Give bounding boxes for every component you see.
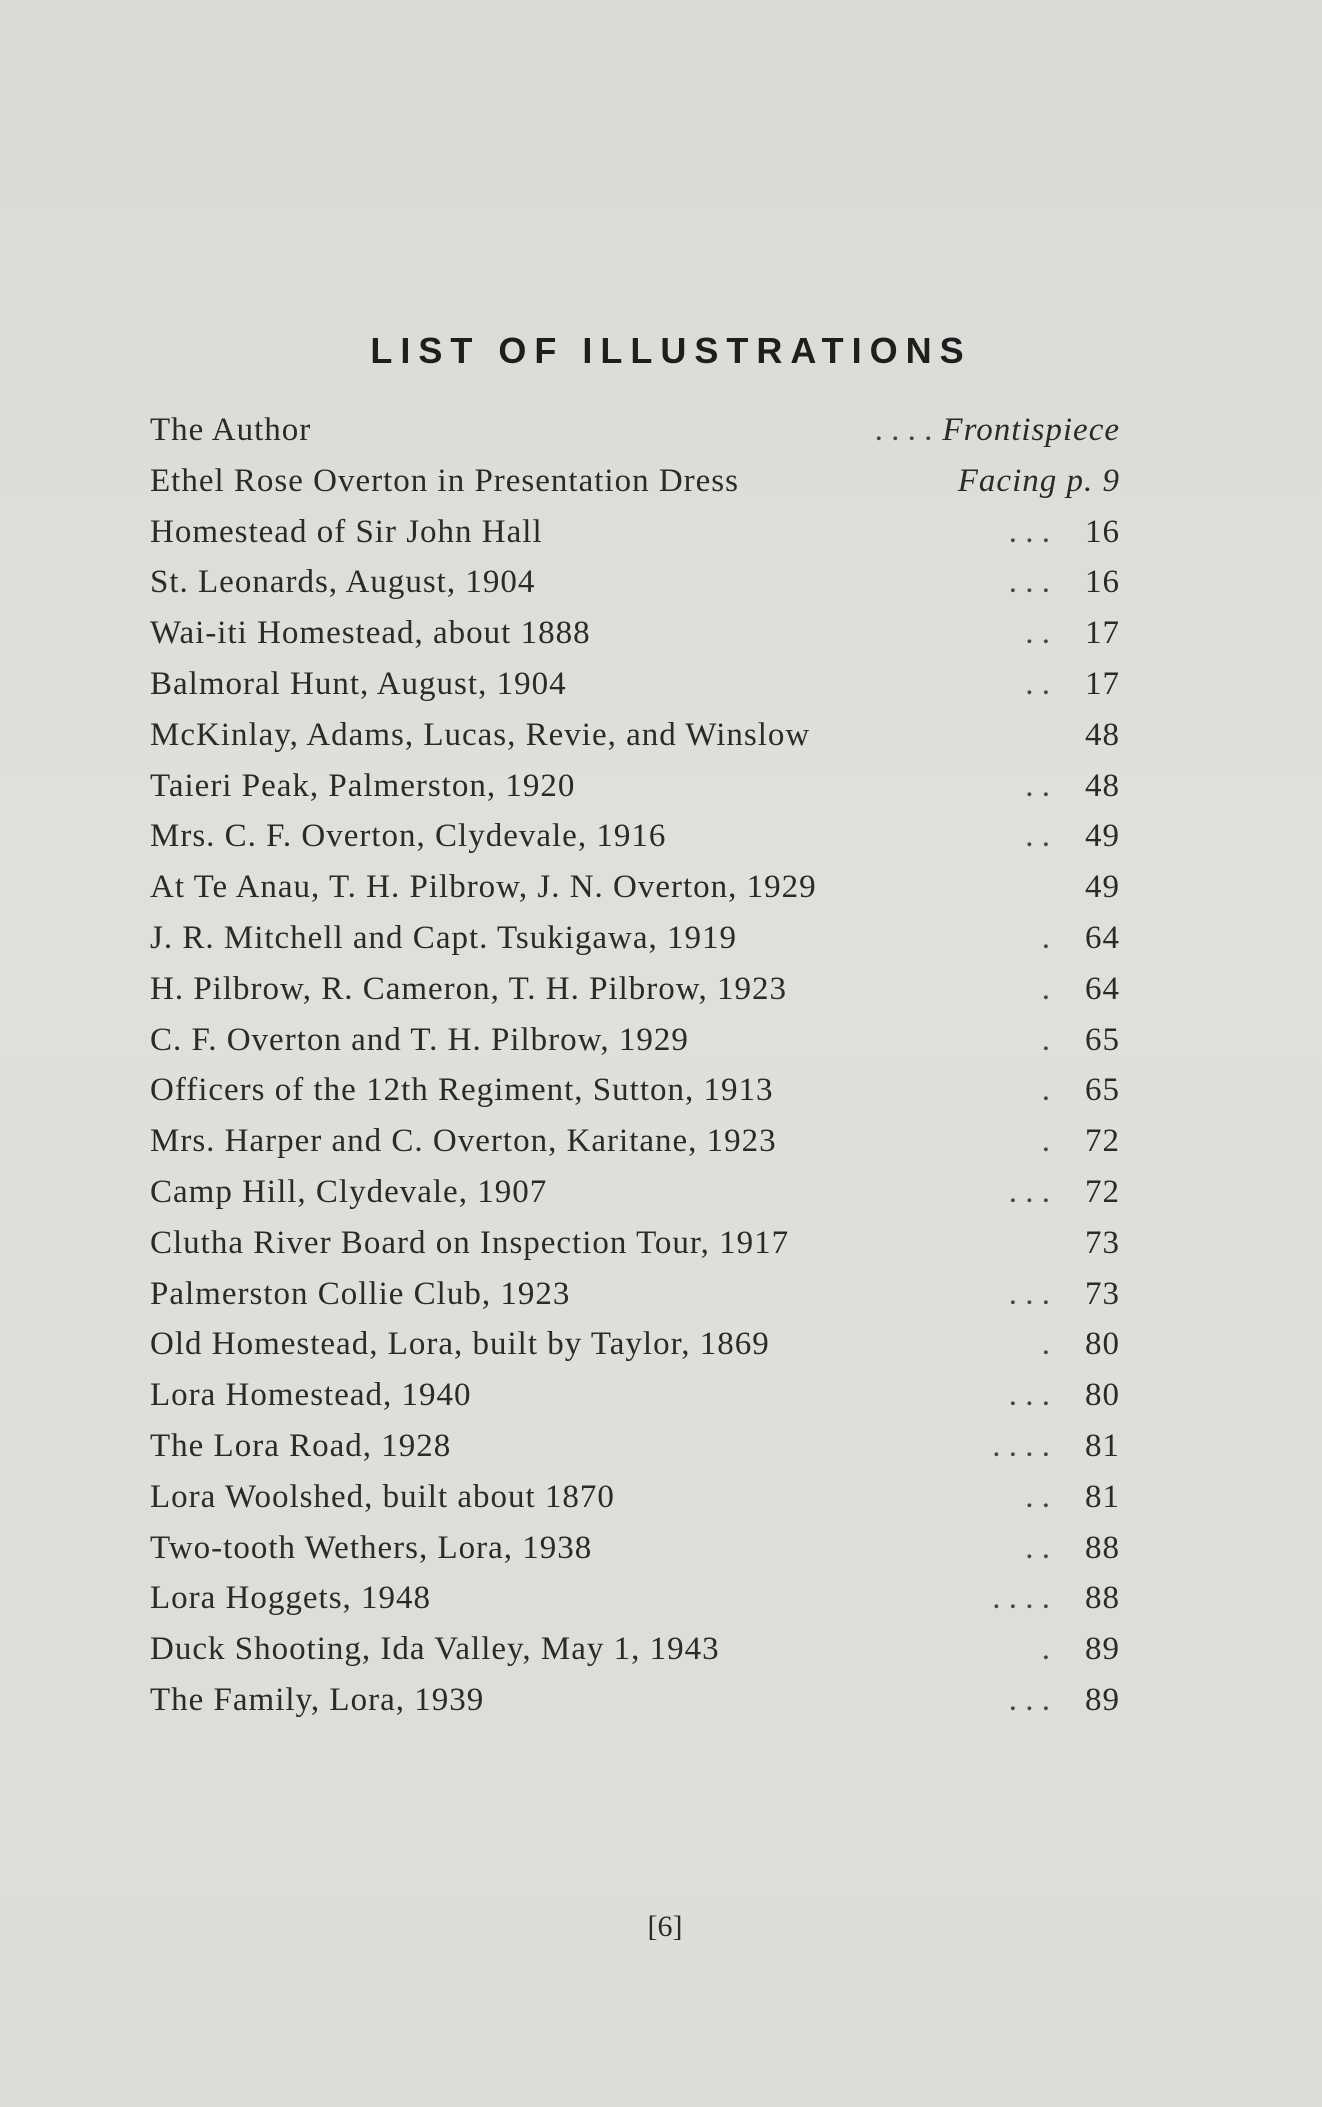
leader-dots: . . . [1008,564,1050,601]
illustration-caption: Balmoral Hunt, August, 1904 [150,665,567,702]
list-item [150,1377,1120,1428]
leader-dots: . [1041,1631,1050,1668]
illustration-caption: Lora Hoggets, 1948 [150,1580,432,1617]
illustration-caption: The Author [150,412,312,448]
page-number: [6] [647,1910,683,1943]
list-item [150,1580,1120,1631]
page-reference: 64 [1085,970,1120,1007]
illustration-caption: Lora Woolshed, built about 1870 [150,1478,615,1515]
page-reference: 88 [1085,1580,1120,1617]
page-reference: 72 [1085,1123,1120,1160]
page-reference: 17 [1085,615,1120,652]
leader-dots: . . . . [874,412,933,448]
list-item [150,1276,1120,1327]
page-reference: 16 [1085,564,1120,601]
illustration-caption: Taieri Peak, Palmerston, 1920 [150,767,576,804]
page-reference: 48 [1085,716,1120,753]
illustration-caption: Clutha River Board on Inspection Tour, 1917 [150,1224,790,1261]
list-item [150,869,1120,920]
leader-dots: . . [1025,818,1050,855]
list-item [150,1428,1120,1479]
page-reference: 89 [1085,1681,1120,1718]
illustration-caption: Camp Hill, Clydevale, 1907 [150,1173,548,1210]
leader-dots: . [1041,1072,1050,1109]
illustration-caption: The Family, Lora, 1939 [150,1681,485,1718]
illustration-caption: Homestead of Sir John Hall [150,513,543,550]
illustration-caption: Old Homestead, Lora, built by Taylor, 1869 [150,1326,770,1363]
list-item [150,717,1120,768]
list-item [150,1682,1120,1733]
illustration-caption: Duck Shooting, Ida Valley, May 1, 1943 [150,1631,720,1668]
list-item [150,1631,1120,1682]
page-reference: 64 [1085,919,1120,956]
page-title: LIST OF ILLUSTRATIONS [370,330,972,371]
page-reference: 48 [1085,767,1120,804]
illustration-caption: Palmerston Collie Club, 1923 [150,1275,571,1312]
leader-dots: . [1041,1123,1050,1160]
illustration-caption: Lora Homestead, 1940 [150,1377,472,1414]
leader-dots: . . [1025,1529,1050,1566]
illustration-caption: J. R. Mitchell and Capt. Tsukigawa, 1919 [150,919,738,956]
page-reference: 72 [1085,1173,1120,1210]
illustrations-list [150,412,1120,1733]
page-reference: 49 [1085,869,1120,906]
illustration-caption: H. Pilbrow, R. Cameron, T. H. Pilbrow, 1923 [150,970,787,1007]
page-reference: 73 [1085,1275,1120,1312]
illustration-caption: Officers of the 12th Regiment, Sutton, 1913 [150,1072,774,1109]
page-reference: 16 [1085,513,1120,550]
leader-dots: . . [1025,615,1050,652]
leader-dots: . . . [1008,1275,1050,1312]
page-reference: 80 [1085,1326,1120,1363]
illustration-caption: McKinlay, Adams, Lucas, Revie, and Winslow [150,716,811,753]
illustration-caption: Wai-iti Homestead, about 1888 [150,615,591,652]
leader-dots: . . . . [992,1427,1050,1464]
list-item [150,1123,1120,1174]
leader-dots: . . . . [992,1580,1050,1617]
list-item [150,818,1120,869]
illustration-caption: Two-tooth Wethers, Lora, 1938 [150,1529,593,1566]
list-item [150,1072,1120,1123]
illustration-caption: C. F. Overton and T. H. Pilbrow, 1929 [150,1021,689,1058]
page-reference: 81 [1085,1478,1120,1515]
leader-dots: . . [1025,665,1050,702]
list-item [150,463,1120,514]
illustration-caption: At Te Anau, T. H. Pilbrow, J. N. Overton, 1929 [150,869,817,906]
leader-dots: . [1041,919,1050,956]
page-reference: Facing p. 9 [957,462,1120,499]
list-item [150,1326,1120,1377]
list-item [150,514,1120,565]
page-reference: 65 [1085,1072,1120,1109]
illustration-caption: Mrs. C. F. Overton, Clydevale, 1916 [150,818,667,855]
leader-dots: . . [1025,767,1050,804]
page-reference: 88 [1085,1529,1120,1566]
illustration-caption: Mrs. Harper and C. Overton, Karitane, 1923 [150,1123,777,1160]
list-item [150,768,1120,819]
list-item [150,615,1120,666]
page-reference: 49 [1085,818,1120,855]
page-reference: 17 [1085,665,1120,702]
list-item [150,1225,1120,1276]
list-item [150,666,1120,717]
list-item [150,564,1120,615]
page-reference: 65 [1085,1021,1120,1058]
list-item [150,1479,1120,1530]
leader-dots: . [1041,1021,1050,1058]
page-reference: 73 [1085,1224,1120,1261]
page-reference: 89 [1085,1631,1120,1668]
list-item [150,971,1120,1022]
page-reference: 81 [1085,1427,1120,1464]
leader-dots: . . . [1008,1681,1050,1718]
list-item [150,920,1120,971]
illustration-caption: The Lora Road, 1928 [150,1427,452,1464]
list-item [150,412,1120,463]
leader-dots: . . . [1008,1173,1050,1210]
leader-dots: . [1041,970,1050,1007]
leader-dots: . . . [1008,513,1050,550]
page-reference: Frontispiece [942,412,1120,448]
leader-dots: . . [1025,1478,1050,1515]
page-reference: 80 [1085,1377,1120,1414]
list-item [150,1174,1120,1225]
leader-dots: . [1041,1326,1050,1363]
list-item [150,1022,1120,1073]
illustration-caption: St. Leonards, August, 1904 [150,564,536,601]
list-item [150,1530,1120,1581]
illustration-caption: Ethel Rose Overton in Presentation Dress [150,462,739,499]
leader-dots: . . . [1008,1377,1050,1414]
